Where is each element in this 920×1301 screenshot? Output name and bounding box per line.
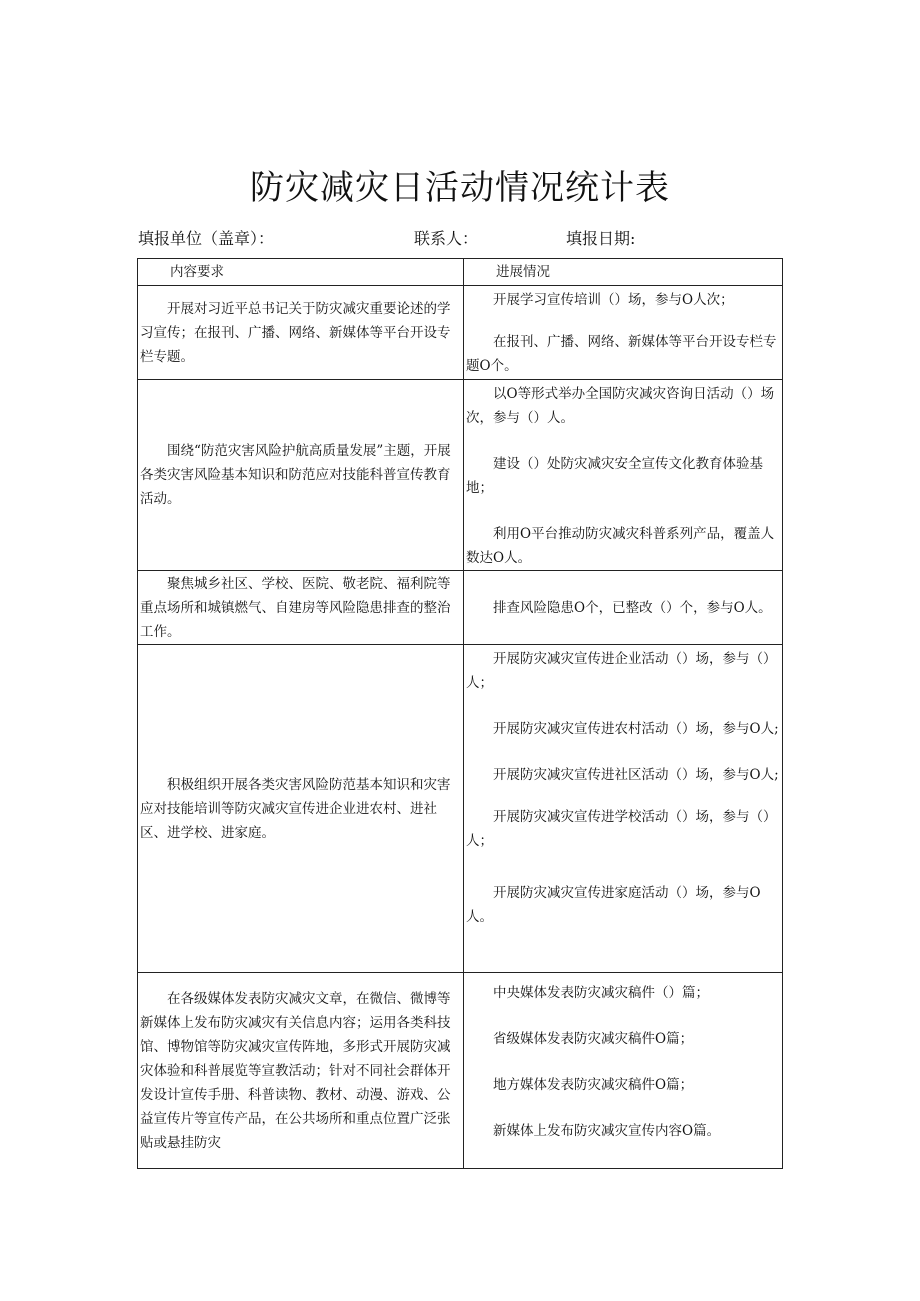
progress-item: 开展防灾减灾宣传进学校活动（）场，参与（）人； [466,809,777,849]
progress-item: 利用O平台推动防灾减灾科普系列产品，覆盖人数达O人。 [466,526,775,566]
requirement-text: 聚焦城乡社区、学校、医院、敬老院、福利院等重点场所和城镇燃气、自建房等风险隐患排查的整治工作。 [140,575,451,640]
contact-label: 联系人： [414,229,479,248]
progress-item: 地方媒体发表防灾减灾稿件O篇； [493,1077,694,1093]
progress-cell [464,645,783,973]
table-row [138,645,783,973]
requirement-text: 开展对习近平总书记关于防灾减灾重要论述的学习宣传；在报刊、广播、网络、新媒体等平台开设专栏专题。 [140,300,451,365]
requirement-cell [138,380,464,571]
progress-item: 排查风险隐患O个，已整改（）个，参与O人。 [493,599,772,616]
progress-cell [464,571,783,645]
page-title: 防灾减灾日活动情况统计表 [250,168,670,208]
requirement-cell [138,973,464,1169]
progress-cell [464,380,783,571]
progress-cell [464,286,783,380]
unit-label: 填报单位（盖章）： [138,229,275,248]
progress-item: 新媒体上发布防灾减灾宣传内容O篇。 [493,1123,721,1139]
requirement-cell [138,286,464,380]
table-row [138,286,783,380]
header-requirements: 内容要求 [138,259,464,286]
progress-item: 开展防灾减灾宣传进社区活动（）场，参与O人; [493,767,779,783]
progress-cell [464,973,783,1169]
table-row [138,380,783,571]
progress-item: 开展学习宣传培训（）场，参与O人次； [493,292,734,308]
progress-item: 以O等形式举办全国防灾减灾咨询日活动（）场次，参与（）人。 [466,386,775,426]
table-row [138,973,783,1169]
progress-item: 建设（）处防灾减灾安全宣传文化教育体验基地； [466,456,763,496]
statistics-table [137,258,783,1169]
progress-item: 开展防灾减灾宣传进家庭活动（）场，参与O人。 [466,885,761,925]
progress-item: 在报刊、广播、网络、新媒体等平台开设专栏专题O个。 [466,334,777,374]
progress-item: 开展防灾减灾宣传进企业活动（）场，参与（）人； [466,651,777,691]
requirement-text: 在各级媒体发表防灾减灾文章，在微信、微博等新媒体上发布防灾减灾有关信息内容；运用各类科技馆、博物馆等防灾减灾宣传阵地，多形式开展防灾减灾体验和科普展览等宣教活动；针对不同社会群体开发设计宣传手册、科普读物、教材、动漫、游戏、公益宣传片等宣传产品，在公共场所和重点位置广泛张贴或悬挂防灾 [140,990,451,1151]
date-label: 填报日期: [566,229,636,248]
progress-item: 中央媒体发表防灾减灾稿件（）篇； [493,985,709,1001]
header-progress: 进展情况 [464,259,783,286]
requirement-text: 积极组织开展各类灾害风险防范基本知识和灾害应对技能培训等防灾减灾宣传进企业进农村、进社区、进学校、进家庭。 [140,776,451,841]
requirement-cell [138,571,464,645]
requirement-cell [138,645,464,973]
table-header-row [138,259,783,286]
requirement-text: 围绕“防范灾害风险护航高质量发展”主题，开展各类灾害风险基本知识和防范应对技能科普宣传教育活动。 [140,443,451,507]
progress-item: 开展防灾减灾宣传进农村活动（）场，参与O人; [493,721,779,737]
progress-item: 省级媒体发表防灾减灾稿件O篇； [493,1031,694,1047]
table-row [138,571,783,645]
